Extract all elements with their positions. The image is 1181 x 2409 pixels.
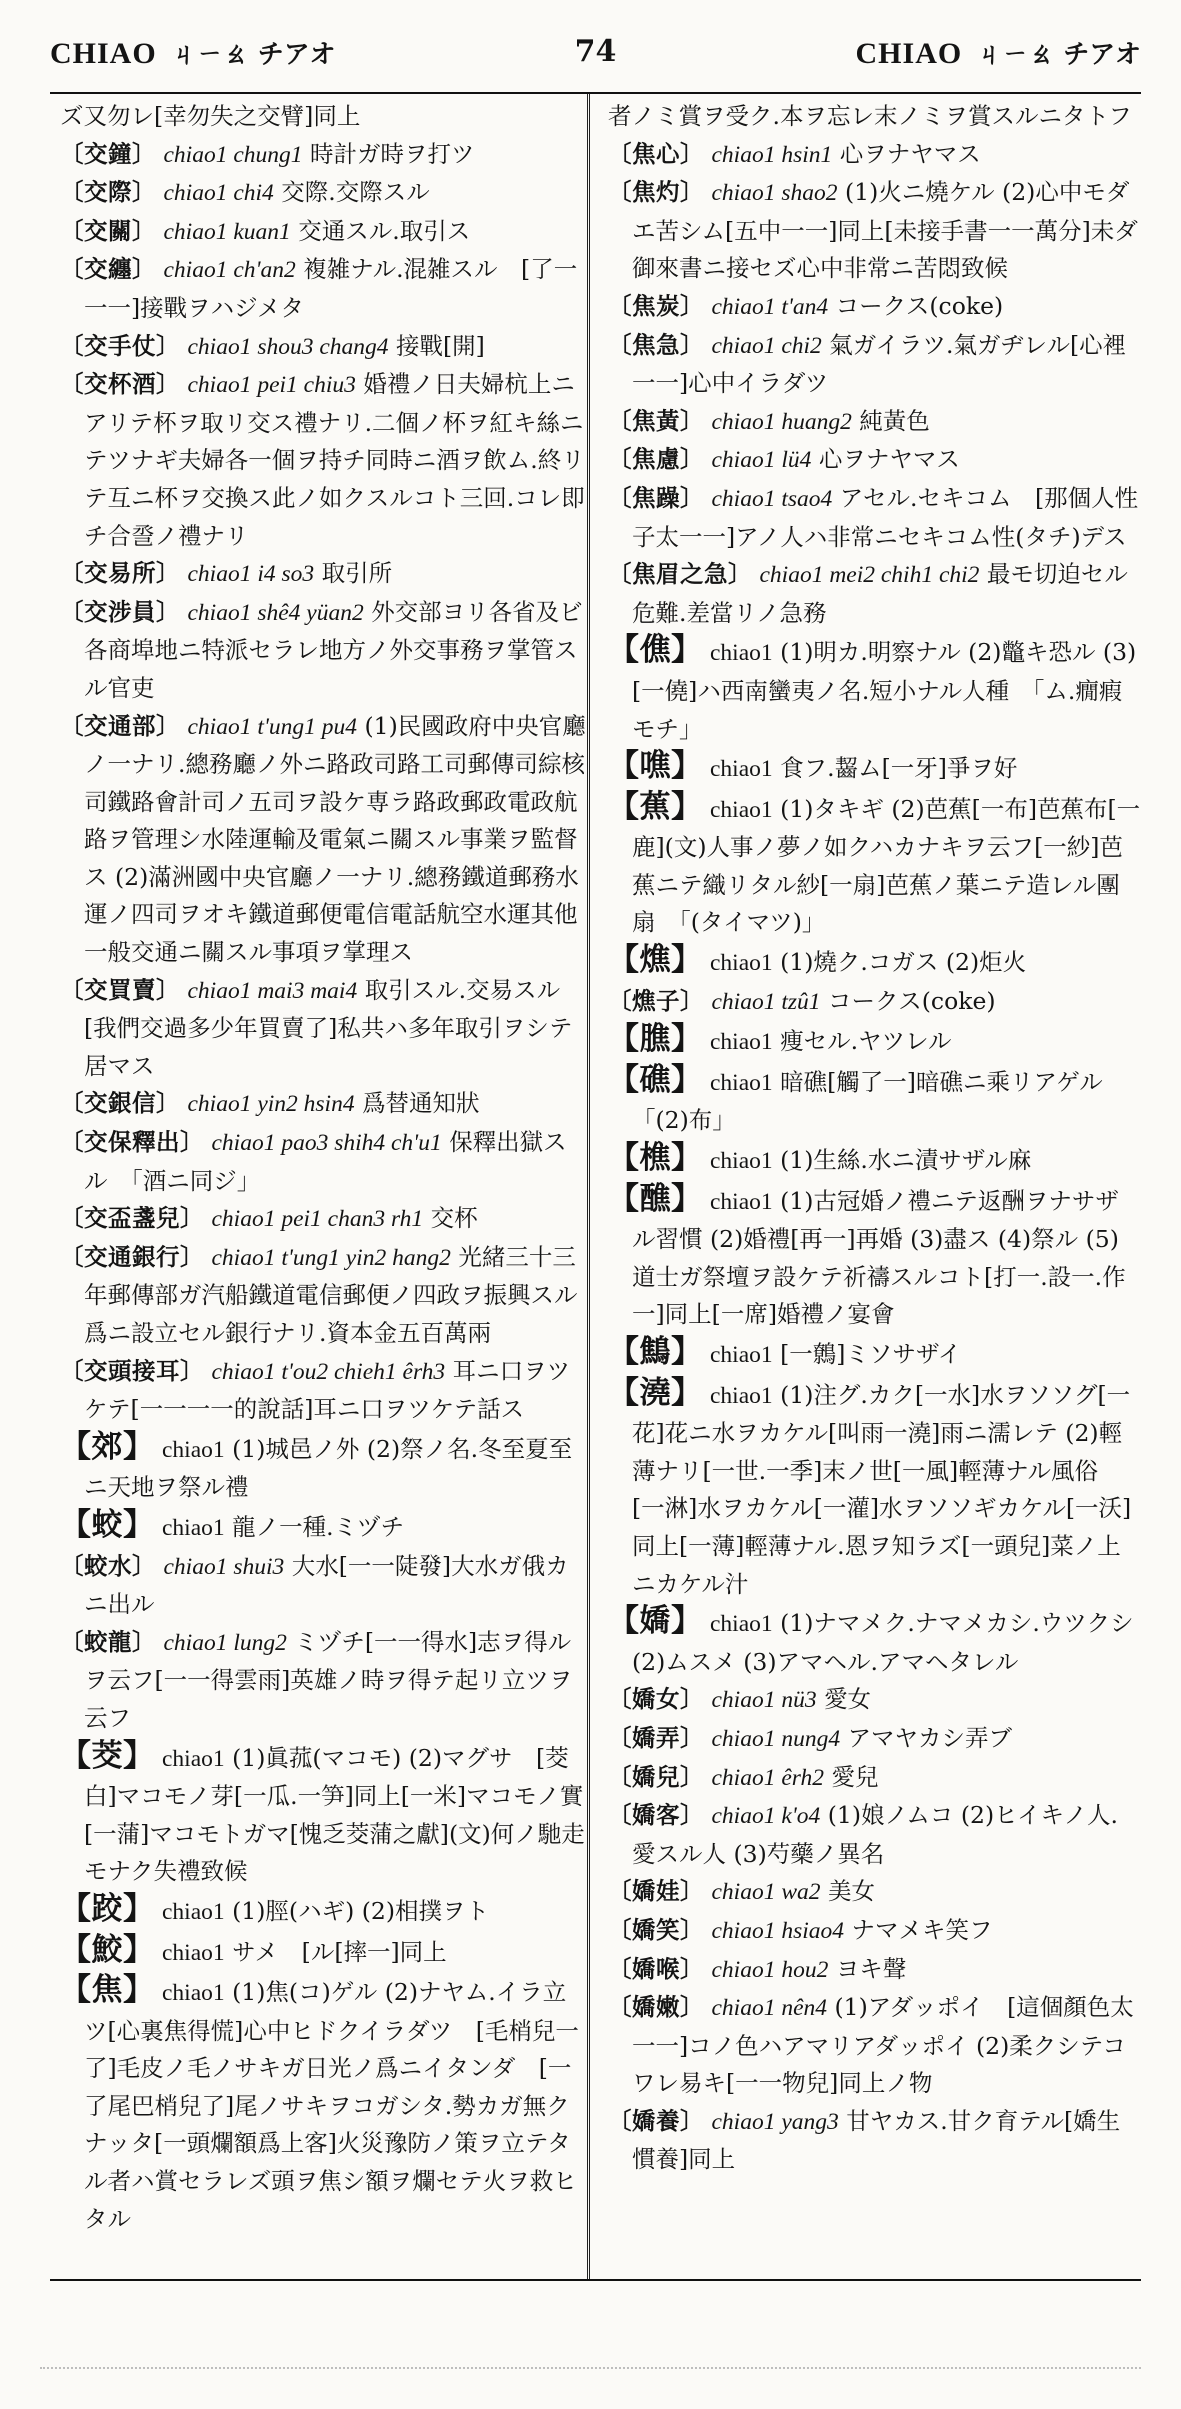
entry-headword: 〔嬌喉〕 [608,1954,704,1983]
entry-gloss: サメ [ル[摔一]同上 [232,1937,447,1966]
entry-gloss: (1)タキギ (2)芭蕉[一布]芭蕉布[一鹿](文)人事ノ夢ノ如クハカナキヲ云フ[一紗]芭蕉ニテ織リタル紗[一扇]芭蕉ノ葉ニテ造レル團扇 「(タイマツ)」 [632,794,1141,937]
entry-headword: 【樵】 [608,1140,703,1177]
entry-headword: 〔焦炭〕 [608,291,704,320]
dictionary-entry [50,366,587,555]
dictionary-entry [598,1062,1141,1140]
entry-headword: 〔交易所〕 [60,559,180,588]
dictionary-entry [50,1624,587,1738]
entry-headword: 〔交纏〕 [60,255,156,284]
dictionary-entry [598,403,1141,442]
entry-gloss: 大水[一一陡發]大水ガ俄カニ出ル [84,1551,569,1619]
entry-headword: 【醮】 [608,1180,703,1217]
entry-headword: 【蛟】 [60,1506,155,1543]
entry-headword: 【嬌】 [608,1603,703,1640]
entry-romanization: chiao1 nü3 [711,1687,817,1714]
entry-romanization: chiao1 hou2 [711,1956,829,1983]
page-header [50,28,1141,84]
dictionary-entry [598,1720,1141,1759]
dictionary-entry [598,1759,1141,1798]
dictionary-entry [50,136,587,175]
entry-romanization: chiao1 chi2 [711,332,822,359]
entry-headword: 【鮫】 [60,1931,155,1968]
entry-headword: 【噍】 [608,748,703,785]
right-column [598,94,1141,2279]
dictionary-entry [598,1951,1141,1990]
dictionary-entry [598,942,1141,983]
entry-romanization: chiao1 [161,1745,225,1772]
dictionary-entry [50,1972,587,2238]
entry-gloss: アセル.セキコム [那個人性子太一一]アノ人ハ非常ニセキコム性(タチ)デス [632,483,1139,551]
entry-romanization: chiao1 [709,1148,773,1175]
entry-gloss: 交杯 [430,1204,478,1233]
entry-romanization: chiao1 [161,1939,225,1966]
entry-romanization: chiao1 chung1 [163,141,303,168]
entry-gloss: 痩セル.ヤツレル [780,1027,952,1056]
header-right-word: CHIAO [855,37,963,70]
entry-romanization: chiao1 mai3 mai4 [187,977,358,1004]
entry-headword: 〔交關〕 [60,216,156,245]
entry-gloss: 氣ガイラツ.氣ガヂレル[心裡一一]心中イラダツ [632,330,1127,398]
entry-headword: 〔嬌客〕 [608,1801,704,1830]
entry-gloss: (1)眞菰(マコモ) (2)マグサ [茭白]マコモノ芽[一瓜.一笋]同上[一米]マコモノ實[一蒲]マコモトガマ[愧乏茭蒲之獻](文)何ノ馳走モナク失禮致候 [84,1743,585,1886]
entry-romanization: chiao1 [709,796,773,823]
entry-headword: 【跤】 [60,1890,155,1927]
entry-romanization: chiao1 [709,1188,773,1215]
entry-gloss: 複雑ナル.混雑スル [了一一一]接戰ヲハジメタ [84,255,578,322]
header-right-kana: ㄐㄧㄠ チアオ [976,40,1141,70]
entry-gloss: (1)ナマメク.ナマメカシ.ウツクシ (2)ムスメ (3)アマヘル.アマヘタレル [632,1609,1134,1676]
entry-headword: 〔交頭接耳〕 [60,1356,204,1385]
entry-headword: 【鷦】 [608,1334,703,1370]
entry-romanization: chiao1 [709,950,773,977]
dictionary-entry [598,480,1141,556]
entry-romanization: chiao1 [161,1436,225,1463]
header-left-kana: ㄐㄧㄠ チアオ [170,40,336,70]
entry-romanization: chiao1 k'o4 [711,1803,821,1830]
entry-gloss: ヨキ聲 [835,1954,907,1983]
entry-headword: 〔嬌養〕 [608,2106,704,2135]
entry-romanization: chiao1 mei2 chih1 chi2 [759,562,980,589]
entry-headword: 〔嬌嫩〕 [608,1993,704,2022]
entry-gloss: 取引所 [321,559,393,588]
entry-romanization: chiao1 [709,1382,773,1409]
entry-headword: 【澆】 [608,1374,703,1411]
entry-romanization: chiao1 [161,1514,225,1541]
entry-romanization: chiao1 chi4 [163,180,274,207]
dictionary-entry [50,1507,587,1548]
dictionary-entry [598,1912,1141,1951]
entry-headword: 〔焦心〕 [608,139,704,168]
entry-headword: 〔交際〕 [60,178,156,207]
entry-headword: 【茭】 [60,1737,155,1774]
entry-gloss: コークス(coke) [827,986,996,1015]
entry-romanization: chiao1 [161,1898,225,1925]
entry-romanization: chiao1 [709,1069,773,1096]
entry-gloss: 取引スル.交易スル[我們交過多少年買賣了]私共ハ多年取引ヲシテ居マス [84,975,573,1080]
header-right-guide [856,34,1141,71]
entry-gloss: 交通スル.取引ス [298,216,471,245]
entry-headword: 【蕉】 [608,788,703,825]
entry-romanization: chiao1 êrh2 [711,1764,824,1791]
entry-gloss: 純黃色 [859,406,930,435]
dictionary-entry [50,972,587,1086]
entry-gloss: 者ノミ賞ヲ受ク.本ヲ忘レ末ノミヲ賞スルニタトフ [608,102,1132,130]
entry-gloss: (1)注グ.カク[一水]水ヲソソグ[一花]花ニ水ヲカケル[叫雨一澆]雨ニ濡レテ (2)輕薄ナリ[一世.一季]末ノ世[一風]輕薄ナル風俗 [一淋]水ヲカケル[一灌]水ヲソソギカケル[一沃]同上[一薄]輕薄ナル.恩ヲ知ラズ[一頭兒]菜ノ上ニカケル汁 [632,1380,1132,1598]
entry-romanization: chiao1 hsin1 [711,141,833,168]
dictionary-entry [598,2103,1141,2179]
entry-gloss: 美女 [827,1877,875,1906]
entry-gloss: 食フ.齧ム[一牙]爭ヲ好 [780,754,1018,783]
entry-headword: 〔嬌娃〕 [608,1877,704,1906]
dictionary-entry [598,174,1141,288]
entry-gloss: (1)焦(コ)ゲル (2)ナヤム.イラ立ツ[心裏焦得慌]心中ヒドクイラダツ [毛梢兒一了]毛皮ノ毛ノサキガ日光ノ爲ニイタンダ [一了尾巴梢兒了]尾ノサキヲコガシタ.勢カガ無クナッタ[一頭爛額爲上客]火災豫防ノ策ヲ立テタル者ハ賞セラレズ頭ヲ焦シ額ヲ爛セテ火ヲ救ヒタル [84,1978,579,2233]
dictionary-entry [50,174,587,213]
entry-gloss: 接戰[開] [396,331,485,360]
dictionary-entry [598,1873,1141,1912]
dictionary-entry [50,328,587,367]
dictionary-entry [598,1989,1141,2103]
entry-romanization: chiao1 i4 so3 [187,561,315,588]
dictionary-entry [50,555,587,594]
dictionary-entry [598,1181,1141,1334]
entry-romanization: chiao1 pao3 shih4 ch'u1 [211,1130,442,1157]
entry-headword: 〔蛟水〕 [60,1551,156,1580]
dictionary-entry [50,708,587,972]
entry-gloss: ナマメキ笑フ [851,1915,993,1944]
entry-headword: 〔嬌笑〕 [608,1915,704,1944]
dictionary-entry [598,1681,1141,1720]
dictionary-entry [50,1738,587,1891]
entry-gloss: 暗礁[觸了一]暗礁ニ乘リアゲル 「(2)布」 [632,1067,1127,1135]
entry-gloss: ズ又勿レ[幸勿失之交臂]同上 [60,102,361,130]
entry-romanization: chiao1 [709,756,773,783]
entry-headword: 〔焦灼〕 [608,178,704,207]
entry-gloss: (1)娘ノムコ (2)ヒイキノ人.愛スル人 (3)芍藥ノ異名 [632,1801,1118,1868]
entry-romanization: chiao1 pei1 chan3 rh1 [211,1206,424,1233]
page-number: 74 [574,34,617,69]
entry-gloss: [一鷯]ミソサザイ [780,1340,962,1368]
entry-romanization: chiao1 lü4 [711,447,812,474]
dictionary-entry [50,1429,587,1507]
entry-romanization: chiao1 wa2 [711,1879,821,1906]
entry-romanization: chiao1 shui3 [163,1553,285,1580]
dictionary-columns [50,92,1141,2281]
entry-gloss: 最モ切迫セル危難.差當リノ急務 [632,560,1128,627]
entry-headword: 〔焦急〕 [608,330,704,359]
entry-headword: 〔焦黃〕 [608,406,704,435]
entry-romanization: chiao1 t'ou2 chieh1 êrh3 [211,1358,446,1385]
entry-romanization: chiao1 hsiao4 [711,1917,844,1944]
footer-rule [40,2359,1141,2369]
entry-romanization: chiao1 kuan1 [163,218,291,245]
entry-gloss: 愛兒 [831,1762,879,1791]
dictionary-entry [50,1085,587,1124]
entry-romanization: chiao1 tsao4 [711,485,833,512]
entry-romanization: chiao1 lung2 [163,1629,287,1656]
entry-headword: 〔燋子〕 [608,986,704,1015]
entry-romanization: chiao1 [709,1342,773,1368]
entry-romanization: chiao1 [709,1029,773,1056]
entry-gloss: 愛女 [824,1685,872,1714]
entry-headword: 〔蛟龍〕 [60,1627,156,1656]
entry-romanization: chiao1 yang3 [711,2108,839,2135]
entry-headword: 【僬】 [608,632,703,669]
entry-headword: 【膲】 [608,1021,703,1058]
dictionary-entry [598,98,1141,136]
dictionary-entry [598,1797,1141,1873]
entry-gloss: 心ヲナヤマス [818,445,960,474]
entry-headword: 〔焦眉之急〕 [608,560,752,589]
entry-gloss: 外交部ヨリ各省及ビ各商埠地ニ特派セラレ地方ノ外交事務ヲ掌管スル官吏 [84,597,583,702]
entry-gloss: (1)火ニ燒ケル (2)心中モダエ苦シム[五中一一]同上[未接手書一一萬分]未ダ御來書ニ接セズ心中非常ニ苦悶致候 [632,178,1138,283]
entry-romanization: chiao1 tzû1 [711,988,821,1015]
dictionary-entry [50,1239,587,1353]
entry-headword: 【焦】 [60,1972,155,2009]
entry-romanization: chiao1 nên4 [711,1995,827,2022]
entry-romanization: chiao1 yin2 hsin4 [187,1091,355,1118]
entry-gloss: (1)明カ.明察ナル (2)鼈キ恐ル (3)[一僥]ハ西南蠻夷ノ名.短小ナル人種 「ム.癇瘕モチ」 [632,638,1137,743]
entry-gloss: (1)アダッポイ [這個顏色太一一]コノ色ハアマリアダッポイ (2)柔クシテコワレ易キ[一一物兒]同上ノ物 [632,1993,1134,2098]
entry-headword: 〔嬌弄〕 [608,1723,704,1752]
dictionary-entry [598,1603,1141,1681]
dictionary-entry [598,632,1141,748]
entry-gloss: ミヅチ[一一得水]志ヲ得ルヲ云フ[一一得雲雨]英雄ノ時ヲ得テ起リ立ツヲ云フ [84,1627,573,1732]
entry-headword: 〔交手仗〕 [60,331,180,360]
dictionary-entry [50,594,587,708]
entry-gloss: アマヤカシ弄ブ [847,1723,1013,1752]
dictionary-entry [598,1375,1141,1604]
entry-headword: 〔交買賣〕 [60,975,180,1004]
entry-headword: 【郊】 [60,1428,155,1465]
dictionary-entry [598,1021,1141,1062]
dictionary-entry [50,1891,587,1932]
entry-headword: 〔交涉員〕 [60,597,180,626]
dictionary-entry [50,98,587,136]
entry-gloss: 心ヲナヤマス [839,139,981,168]
dictionary-entry [598,983,1141,1022]
entry-gloss: (1)生絲.水ニ漬サザル麻 [780,1146,1032,1175]
dictionary-entry [50,1548,587,1624]
entry-romanization: chiao1 t'ung1 pu4 [187,713,357,740]
entry-romanization: chiao1 huang2 [711,408,852,435]
entry-romanization: chiao1 ch'an2 [163,257,296,284]
dictionary-entry [598,136,1141,175]
entry-gloss: (1)民國政府中央官廳ノ一ナリ.總務廳ノ外ニ路政司路工司郵傳司綜核司鐵路會計司ノ五司ヲ設ケ専ラ路政郵政電政航路ヲ管理シ水陸運輸及電氣ニ關スル事業ヲ監督ス (2)滿洲國中央官廳ノ一ナリ.總務鐵道郵務水運ノ四司ヲオキ鐵道郵便電信電話航空水運其他一般交通ニ關スル事項ヲ掌理ス [84,711,586,967]
dictionary-entry [50,1353,587,1429]
entry-romanization: chiao1 shê4 yüan2 [187,599,364,626]
entry-romanization: chiao1 [161,1980,225,2007]
entry-headword: 〔交銀信〕 [60,1089,180,1118]
entry-romanization: chiao1 [709,1611,773,1638]
entry-headword: 〔焦慮〕 [608,445,704,474]
entry-gloss: 婚禮ノ日夫婦杭上ニアリテ杯ヲ取リ交ス禮ナリ.二個ノ杯ヲ紅キ絲ニテツナギ夫婦各一個ヲ持チ同時ニ酒ヲ飲ム.終リテ互ニ杯ヲ交換ス此ノ如クスルコト三回.コレ即チ合巹ノ禮ナリ [84,370,585,550]
dictionary-entry [50,1932,587,1973]
dictionary-entry [598,789,1141,942]
dictionary-entry [598,748,1141,789]
dictionary-entry [598,556,1141,632]
dictionary-entry [598,327,1141,403]
dictionary-entry [598,1140,1141,1181]
entry-headword: 〔交通部〕 [60,711,180,740]
entry-romanization: chiao1 t'an4 [711,293,829,320]
entry-headword: 【礁】 [608,1061,703,1098]
dictionary-entry [598,441,1141,480]
entry-gloss: 甘ヤカス.甘ク育テル[嬌生慣養]同上 [632,2106,1121,2174]
entry-romanization: chiao1 pei1 chiu3 [187,372,356,399]
entry-gloss: 保釋出獄スル 「酒ニ同ジ」 [84,1128,567,1195]
entry-romanization: chiao1 nung4 [711,1725,841,1752]
dictionary-entry [50,1200,587,1239]
entry-headword: 〔交鐘〕 [60,139,156,168]
dictionary-entry [50,251,587,327]
entry-headword: 〔焦躁〕 [608,483,704,512]
entry-gloss: (1)脛(ハギ) (2)相撲ヲト [232,1896,489,1925]
entry-headword: 〔嬌女〕 [608,1685,704,1714]
entry-romanization: chiao1 shou3 chang4 [187,333,389,360]
entry-romanization: chiao1 shao2 [711,180,838,207]
dictionary-entry [598,1334,1141,1375]
entry-headword: 〔交盃盞兒〕 [60,1204,204,1233]
entry-gloss: (1)古冠婚ノ禮ニテ返酬ヲナサザル習慣 (2)婚禮[再一]再婚 (3)盡ス (4)祭ル (5)道士ガ祭壇ヲ設ケテ祈禱スルコト[打一.設一.作一]同上[一席]婚禮ノ宴會 [632,1186,1126,1329]
entry-headword: 〔嬌兒〕 [608,1762,704,1791]
entry-gloss: 爲替通知狀 [362,1089,480,1118]
dictionary-entry [50,1124,587,1200]
entry-gloss: (1)燒ク.コガス (2)炬火 [780,948,1027,977]
left-column [50,94,590,2279]
entry-romanization: chiao1 t'ung1 yin2 hang2 [211,1244,451,1271]
dictionary-entry [598,288,1141,327]
entry-gloss: (1)城邑ノ外 (2)祭ノ名.冬至夏至ニ天地ヲ祭ル禮 [84,1434,573,1502]
entry-gloss: 光緒三十三年郵傳部ガ汽船鐵道電信郵便ノ四政ヲ振興スル爲ニ設立セル銀行ナリ.資本金五百萬兩 [84,1242,578,1347]
entry-headword: 〔交保釋出〕 [60,1128,204,1157]
entry-headword: 〔交通銀行〕 [60,1242,204,1271]
entry-romanization: chiao1 [709,640,773,667]
dictionary-entry [50,213,587,252]
entry-gloss: 交際.交際スル [281,178,430,207]
header-left-word: CHIAO [50,37,157,70]
entry-headword: 〔交杯酒〕 [60,370,180,399]
entry-gloss: コークス(coke) [835,291,1004,320]
entry-gloss: 龍ノ一種.ミヅチ [232,1512,405,1541]
entry-gloss: 時計ガ時ヲ打ツ [309,139,475,168]
entry-headword: 【燋】 [608,942,703,979]
entry-gloss: 耳ニ口ヲツケテ[一一一一的說話]耳ニ口ヲツケテ話ス [84,1356,571,1424]
